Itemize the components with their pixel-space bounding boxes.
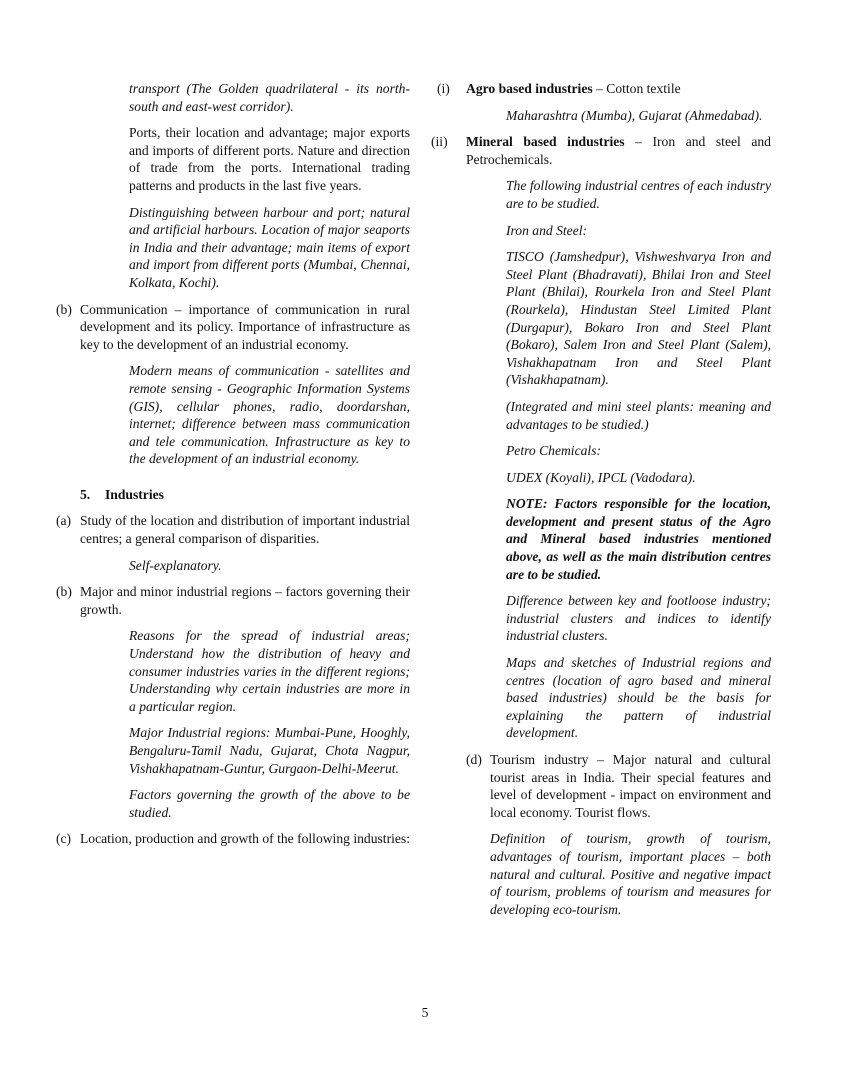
item-label: (b) [56,301,72,317]
right-column [431,80,771,927]
item-b-detail-2: Major Industrial regions: Mumbai-Pune, Hooghly, Bengaluru-Tamil Nadu, Gujarat, Chota Nagpur, Vishakhapatnam-Guntur, Gurgaon-Delhi-Meerut. [129,725,410,776]
item-i-detail: Maharashtra (Mumba), Gujarat (Ahmedabad). [506,107,763,123]
item-d [466,751,771,821]
ports-text: Ports, their location and advantage; major exports and imports of different ports. Nature and direction of trade from the ports. International trading patterns and products in the last five years. [129,125,410,193]
section-number: 5. [80,486,91,502]
item-b [56,583,410,618]
communication-item [56,301,410,354]
item-label: (i) [437,81,450,96]
item-d-text: Tourism industry – Major natural and cultural tourist areas in India. Their special features and level of development - impact on environment and local economy. Tourist flows. [490,752,771,820]
section-heading [80,486,410,504]
item-c-text: Location, production and growth of the following industries: [80,831,410,847]
item-c [56,830,410,848]
item-label: (c) [56,831,72,847]
section-title: Industries [105,486,164,502]
item-ii-text: – Iron and steel and Petrochemicals. [466,134,771,167]
item-i-title: Agro based industries [466,81,593,96]
communication-text: Communication – importance of communication in rural development and its policy. Importance of infrastructure as key to the development of an industrial economy. [80,301,410,352]
item-ii-detail-7: Difference between key and footloose industry; industrial clusters and indices to identify industrial clusters. [506,593,771,644]
transport-text: transport (The Golden quadrilateral - its north-south and east-west corridor). [129,81,410,114]
item-label: (b) [56,584,72,600]
item-b-detail-3: Factors governing the growth of the above to be studied. [129,787,410,820]
item-ii [431,133,771,168]
item-d-detail: Definition of tourism, growth of tourism, advantages of tourism, important places – both natural and cultural. Positive and negative impact of tourism, problems of tourism and measures for developing eco-tourism. [490,831,771,917]
item-label: (a) [56,513,72,529]
page-number: 5 [421,1005,429,1020]
item-b-detail-1: Reasons for the spread of industrial areas; Understand how the distribution of heavy and consumer industries varies in the different regions; Understanding why certain industries are more in a particular region. [129,628,410,714]
note-text: NOTE: Factors responsible for the location, development and present status of the Agro and Mineral based industries mentioned above, as well as the main distribution centres are to be studied. [506,496,771,582]
item-ii-detail-8: Maps and sketches of Industrial regions and centres (location of agro based and mineral based industries) should be the basis for explaining the pattern of industrial development. [506,655,771,741]
item-ii-detail-5: Petro Chemicals: [506,443,602,459]
item-i-text: – Cotton textile [592,81,681,96]
communication-detail: Modern means of communication - satellites and remote sensing - Geographic Information Systems (GIS), cellular phones, radio, doordarshan, internet; difference between mass communication and tele communication. Infrastructure as key to the development of an industrial economy. [129,363,410,467]
left-column [56,80,410,857]
item-i [437,80,771,98]
item-a-detail: Self-explanatory. [129,557,222,573]
item-ii-detail-1: The following industrial centres of each industry are to be studied. [506,178,771,211]
item-ii-title: Mineral based industries [466,134,625,150]
item-b-text: Major and minor industrial regions – factors governing their growth. [80,584,410,617]
item-label: (d) [466,752,482,767]
item-ii-detail-2: Iron and Steel: [506,222,588,238]
item-ii-detail-6: UDEX (Koyali), IPCL (Vadodara). [506,469,696,485]
item-label: (ii) [431,134,448,150]
item-ii-detail-3: TISCO (Jamshedpur), Vishweshvarya Iron and Steel Plant (Bhadravati), Bhilai Iron and Steel Plant (Bhilai), Rourkela Iron and Steel Plant (Rourkela), Hindustan Steel Limited Plant (Durgapur), Bokaro Iron and Steel Plant (Bokaro), Salem Iron and Steel Plant (Salem), Vishakhapatnam Iron and Steel Plant (Vishakhapatnam). [506,249,771,388]
item-ii-detail-4: (Integrated and mini steel plants: meaning and advantages to be studied.) [506,398,771,432]
harbour-text: Distinguishing between harbour and port; natural and artificial harbours. Location of major seaports in India and their advantage; main items of export and import from different ports (Mumbai, Chennai, Kolkata, Kochi). [129,204,410,290]
item-a-text: Study of the location and distribution of important industrial centres; a general comparison of disparities. [80,513,410,547]
item-a [56,512,410,547]
